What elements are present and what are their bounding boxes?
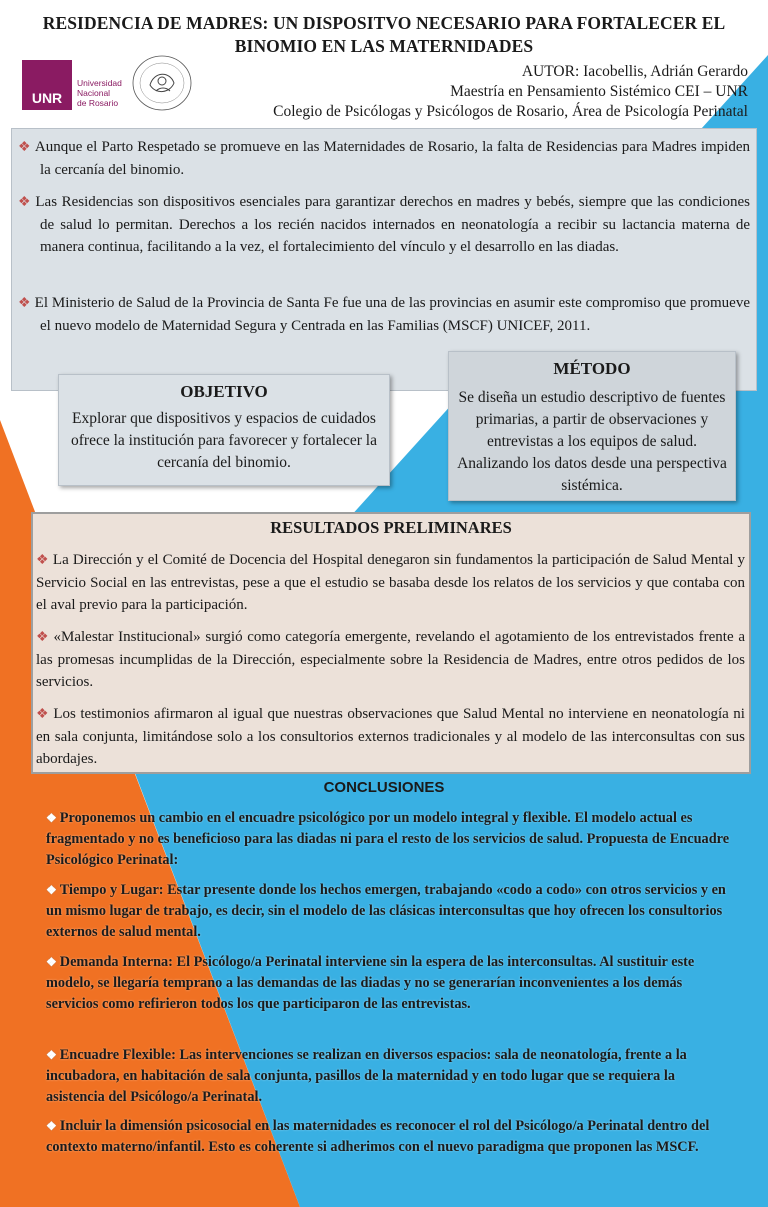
metodo-text: Se diseña un estudio descriptivo de fuentes primarias, a partir de observaciones y entrevistas a los equipos de salud. Analizando los datos desde una perspectiva sistémica. [457,389,727,494]
affiliation-2: Colegio de Psicólogas y Psicólogos de Rosario, Área de Psicología Perinatal [273,103,748,120]
intro-text-1: Aunque el Parto Respetado se promueve en las Maternidades de Rosario, la falta de Residencias para Madres impiden la cercanía del binomio. [34,139,750,178]
conclusion-label-2: Tiempo y Lugar: [59,882,164,898]
bullet-diamond-icon: ❖ [36,553,49,568]
intro-text-3: El Ministerio de Salud de la Provincia de Santa Fe fue una de las provincias en asumir este compromiso que promueve el nuevo modelo de Maternidad Segura y Centrada en las Familias (MSCF) UNICEF, 2011. [34,295,750,334]
intro-bullet-3 [18,292,750,337]
objetivo-heading: OBJETIVO [180,382,268,401]
unr-logo-line-1: Universidad [77,78,122,88]
resultados-text-3: Los testimonios afirmaron al igual que nuestras observaciones que Salud Mental no interviene en neonatología ni en sala conjunta, limitándose solo a los consultorios externos tradicionales y al modelo de las interconsultas con sus abordajes. [36,706,745,767]
poster-title [6,12,762,58]
conclusion-item-3 [46,952,736,1015]
resultados-text-2: «Malestar Institucional» surgió como categoría emergente, revelando el agotamiento de los entrevistados frente a las promesas incumplidas de la Dirección, especialmente sobre la Residencia de Madres, entre otros pedidos de los servicios. [36,629,745,690]
bullet-diamond-icon: ❖ [36,707,50,722]
metodo-box [448,351,736,501]
author-block [273,62,748,122]
affiliation-1: Maestría en Pensamiento Sistémico CEI – UNR [450,83,748,100]
resultados-item-2 [36,626,745,693]
conclusion-text-1: Proponemos un cambio en el encuadre psicológico por un modelo integral y flexible. El modelo actual es fragmentado y no es beneficioso para las diadas ni para el resto de los servicios de salud. Propuesta de Encuadre Psicológico Perinatal: [46,810,730,868]
conclusion-text-3: El Psicólogo/a Perinatal interviene sin la espera de las interconsultas. Al sustituir este modelo, se llegaría temprano a las demandas de las diadas y no se generarían inconvenientes a los demás servicios como refirieron todos los que participaron de las entrevistas. [46,954,695,1012]
conclusion-item-4 [46,1045,736,1108]
bullet-diamond-icon: ❖ [46,811,57,825]
bullet-diamond-icon: ❖ [18,296,31,311]
colegio-seal-logo [130,53,194,113]
resultados-heading: RESULTADOS PRELIMINARES [270,518,512,537]
metodo-heading: MÉTODO [553,359,631,378]
bullet-diamond-icon: ❖ [46,1048,57,1062]
title-line-1: RESIDENCIA DE MADRES: UN DISPOSITVO NECESARIO PARA FORTALECER EL [42,13,726,33]
conclusion-text-5: Incluir la dimensión psicosocial en las maternidades es reconocer el rol del Psicólogo/a Perinatal dentro del contexto materno/infantil. Esto es coherente si adherimos con el nuevo paradigma que proponen las MSCF. [46,1118,710,1155]
conclusiones-heading: CONCLUSIONES [323,779,445,796]
title-line-2: BINOMIO EN LAS MATERNIDADES [234,36,534,56]
bullet-diamond-icon: ❖ [18,195,32,210]
objetivo-box [58,374,390,486]
intro-bullet-2 [18,191,750,258]
bullet-diamond-icon: ❖ [18,140,31,155]
conclusion-item-1 [46,808,736,871]
author-name: AUTOR: Iacobellis, Adrián Gerardo [521,63,748,80]
bullet-diamond-icon: ❖ [46,1119,57,1133]
conclusion-text-2: Estar presente donde los hechos emergen, trabajando «codo a codo» con otros servicios y en un mismo lugar de trabajo, es decir, sin el modelo de las clásicas interconsultas que hoy ofrecen los consultorios externos de salud mental. [46,882,726,940]
objetivo-text: Explorar que dispositivos y espacios de cuidados ofrece la institución para favorecer y fortalecer la cercanía del binomio. [71,410,377,471]
unr-logo-mark: UNR [22,60,72,110]
unr-logo-line-3: de Rosario [77,98,119,108]
intro-bullet-1 [18,136,750,181]
conclusion-text-4: : Las intervenciones se realizan en diversos espacios: sala de neonatología, frente a la incubadora, en habitación de sala conjunta, pasillos de la maternidad y en todo lugar que se requiera la asistencia del Psicólogo/a Perinatal. [46,1047,687,1105]
bullet-diamond-icon: ❖ [46,883,57,897]
conclusion-label-3: Demanda Interna: [59,954,173,970]
conclusion-label-4: Encuadre Flexible [59,1047,172,1063]
resultados-item-1 [36,549,745,616]
unr-logo [22,60,122,110]
resultados-text-1: La Dirección y el Comité de Docencia del Hospital denegaron sin fundamentos la participación de Salud Mental y Servicio Social en las entrevistas, pese a que el estudio se basaba desde los relatos de los servicios y que contaba con el aval previo para la participación. [36,552,746,613]
conclusion-item-5 [46,1116,736,1158]
conclusion-item-2 [46,880,736,943]
resultados-panel [31,512,751,774]
resultados-item-3 [36,703,745,770]
unr-logo-line-2: Nacional [77,88,111,98]
bullet-diamond-icon: ❖ [46,955,57,969]
bullet-diamond-icon: ❖ [36,630,50,645]
intro-text-2: Las Residencias son dispositivos esenciales para garantizar derechos en madres y bebés, siempre que las condiciones de salud lo permitan. Derechos a los recién nacidos internados en neonatología a recibir su lactancia materna de manera continua, facilitando a la vez, el fortalecimiento del vínculo y el desarrollo en las diadas. [35,194,750,255]
